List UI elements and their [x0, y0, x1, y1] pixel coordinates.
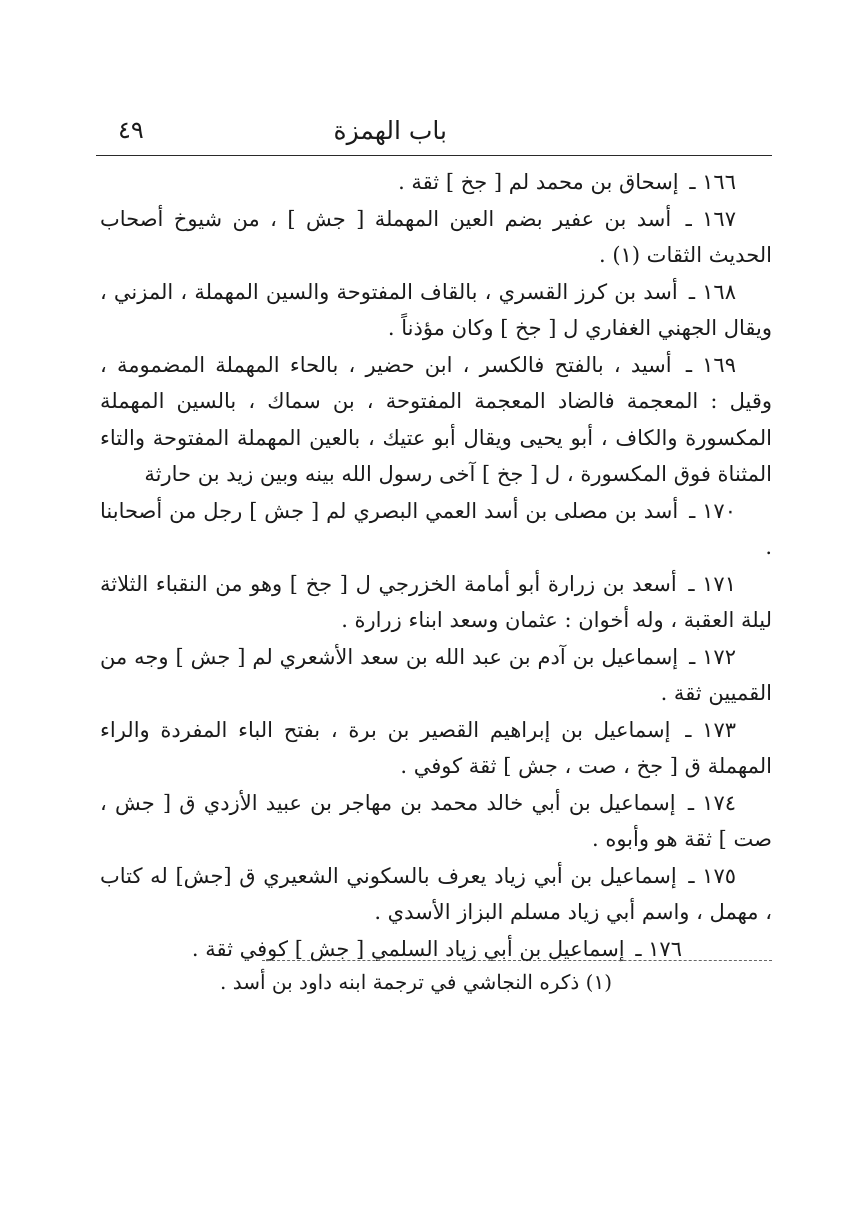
entry-text: أسد بن كرز القسري ، بالقاف المفتوحة والسين المهملة ، المزني ، ويقال الجهني الغفاري ل [ جخ ] وكان مؤذناً .	[100, 279, 772, 340]
entry-170	[100, 493, 772, 566]
footnote: (١) ذكره النجاشي في ترجمة ابنه داود بن أسد .	[220, 970, 612, 994]
entry-number: ١٧٤ ـ	[687, 790, 737, 815]
entry-number: ١٧٦ ـ	[635, 936, 682, 961]
page-header	[96, 112, 772, 152]
entry-173	[100, 712, 772, 785]
entry-text: إسماعيل بن أبي زياد يعرف بالسكوني الشعيري ق [جش] له كتاب ، مهمل ، واسم أبي زياد مسلم البزاز الأسدي .	[100, 863, 772, 924]
entry-172	[100, 639, 772, 712]
entry-text: أسعد بن زرارة أبو أمامة الخزرجي ل [ جخ ] وهو من النقباء الثلاثة ليلة العقبة ، وله أخوان : عثمان وسعد ابناء زرارة .	[100, 571, 772, 632]
entry-number: ١٧٣ ـ	[685, 717, 737, 742]
entry-168	[100, 274, 772, 347]
entry-166	[100, 164, 772, 201]
entry-text: إسحاق بن محمد لم [ جخ ] ثقة .	[398, 170, 679, 194]
entry-175	[100, 858, 772, 931]
entry-text: إسماعيل بن إبراهيم القصير بن برة ، بفتح الباء المفردة والراء المهملة ق [ جخ ، صت ، جش ] ثقة كوفي .	[100, 717, 772, 778]
entry-number: ١٧٢ ـ	[689, 644, 736, 669]
entry-176	[100, 931, 772, 968]
entry-171	[100, 566, 772, 639]
footnote-divider	[262, 960, 772, 961]
entry-number: ١٧٠ ـ	[689, 498, 736, 523]
entry-number: ١٧١ ـ	[688, 571, 736, 596]
entry-number: ١٦٨ ـ	[688, 279, 736, 304]
entry-174	[100, 785, 772, 858]
header-divider	[96, 155, 772, 156]
entry-169	[100, 347, 772, 493]
entries-list	[100, 164, 772, 967]
page-number: ٤٩	[118, 116, 144, 144]
entry-167	[100, 201, 772, 274]
entry-text: إسماعيل بن أبي خالد محمد بن مهاجر بن عبيد الأزدي ق [ جش ، صت ] ثقة هو وأبوه .	[100, 790, 772, 851]
entry-number: ١٦٦ ـ	[689, 170, 736, 194]
entry-number: ١٦٩ ـ	[685, 352, 736, 377]
entry-number: ١٧٥ ـ	[688, 863, 737, 888]
entry-text: أسد بن مصلى بن أسد العمي البصري لم [ جش ] رجل من أصحابنا .	[100, 498, 772, 559]
entry-number: ١٦٧ ـ	[685, 206, 736, 231]
chapter-title: باب الهمزة	[333, 116, 447, 145]
entry-text: إسماعيل بن آدم بن عبد الله بن سعد الأشعري لم [ جش ] وجه من القميين ثقة .	[100, 644, 772, 705]
entry-text: أسد بن عفير بضم العين المهملة [ جش ] ، من شيوخ أصحاب الحديث الثقات (١) .	[100, 206, 772, 267]
entry-text: إسماعيل بن أبي زياد السلمي [ جش ] كوفي ثقة .	[191, 936, 625, 961]
entry-text: أسيد ، بالفتح فالكسر ، ابن حضير ، بالحاء المهملة المضمومة ، وقيل : المعجمة فالضاد المعجمة المفتوحة ، بن سماك ، بالسين المهملة المكسورة والكاف ، أبو يحيى ويقال أبو عتيك ، بالعين المهملة المفتوحة والتاء المثناة فوق المكسورة ، ل [ جخ ] آخى رسول الله بينه وبين زيد بن حارثة	[100, 352, 772, 486]
